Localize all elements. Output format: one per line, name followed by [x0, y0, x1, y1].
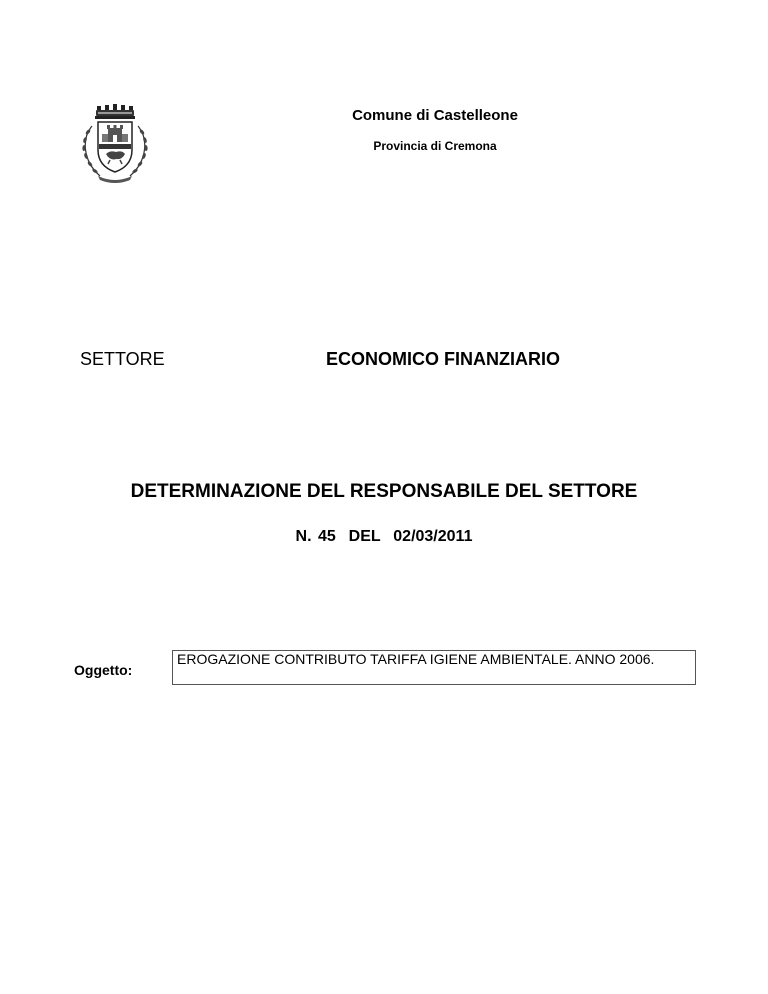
sector-label: SETTORE [80, 349, 165, 369]
shield-icon [98, 122, 132, 172]
coat-of-arms-icon [76, 104, 154, 184]
determination-number: N. 45 DEL 02/03/2011 [295, 528, 473, 545]
crown-icon [95, 104, 135, 119]
subject-label: Oggetto: [74, 662, 133, 678]
province-name: Provincia di Cremona [373, 139, 497, 153]
sector-name: ECONOMICO FINANZIARIO [326, 349, 560, 369]
determination-title: DETERMINAZIONE DEL RESPONSABILE DEL SETTORE [130, 481, 638, 502]
municipality-name: Comune di Castelleone [352, 107, 518, 124]
ribbon-icon [98, 176, 132, 183]
subject-text-box: EROGAZIONE CONTRIBUTO TARIFFA IGIENE AMBIENTALE. ANNO 2006. [172, 650, 696, 685]
